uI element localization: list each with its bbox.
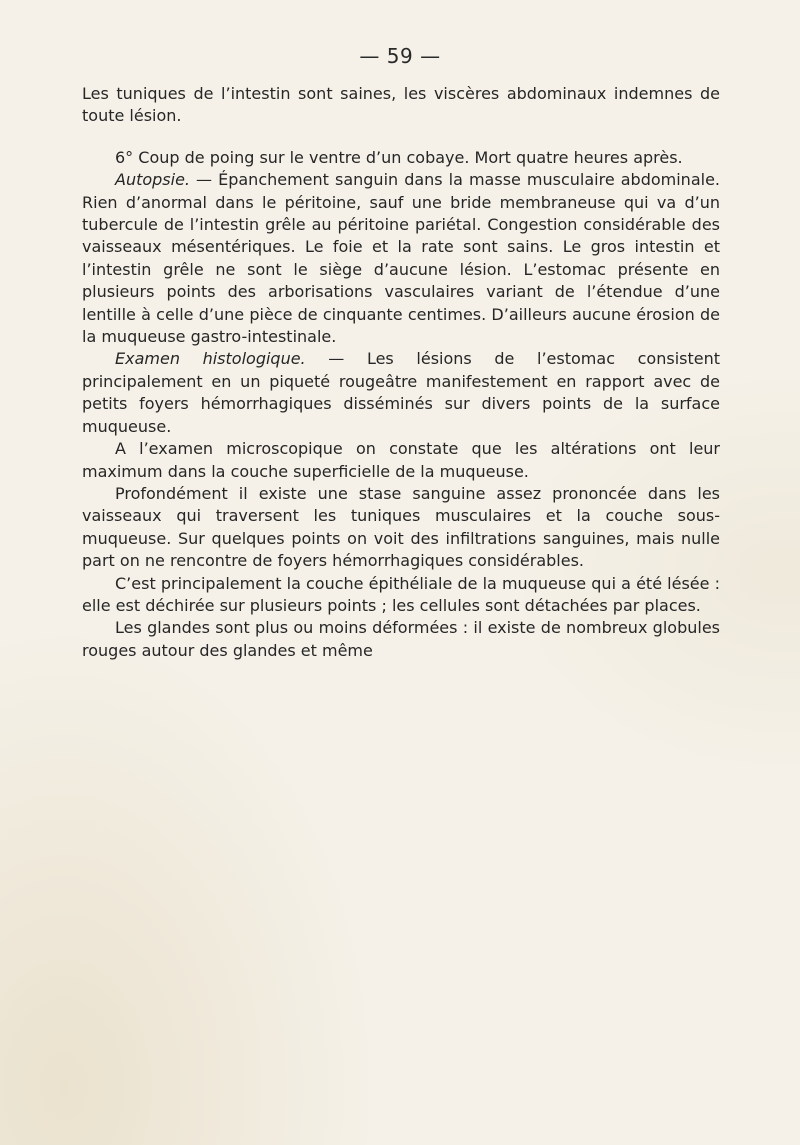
paragraph-autopsy: [82, 169, 720, 348]
autopsy-heading: Autopsie.: [115, 170, 191, 190]
autopsy-text: — Épanchement sanguin dans la masse musculaire abdominale. Rien d’anormal dans le péritoine, sauf une bride membraneuse qui va d’un tubercule de l’intestin grêle au péritoine pariétal. Congestion considérable des vaisseaux mésentériques. Le foie et la rate sont sains. Le gros intestin et l’intestin grêle ne sont le siège d’aucune lésion. L’estomac présente en plusieurs points des arborisations vasculaires variant de l’étendue d’une lentille à celle d’une pièce de cinquante centimes. D’ailleurs aucune érosion de la muqueuse gastro-intestinale.: [82, 170, 720, 347]
paragraph-epithelial: C’est principalement la couche épithéliale de la muqueuse qui a été lésée : elle est déchirée sur plusieurs points ; les cellules sont détachées par places.: [82, 573, 720, 615]
paragraph-deep-stasis: Profondément il existe une stase sanguine assez prononcée dans les vaisseaux qui traversent les tuniques musculaires et la couche sous-muqueuse. Sur quelques points on voit des infiltrations sanguines, mais nulle part on ne rencontre de foyers hémorrhagiques considérables.: [82, 483, 720, 571]
paragraph-glands: Les glandes sont plus ou moins déformées : il existe de nombreux globules rouges autour des glandes et même: [82, 618, 720, 660]
body-text: [82, 83, 720, 662]
paragraph-case-6: 6° Coup de poing sur le ventre d’un cobaye. Mort quatre heures après.: [115, 147, 683, 167]
histology-text: — Les lésions de l’estomac consistent principalement en un piqueté rougeâtre manifestement en rapport avec de petits foyers hémorrhagiques disséminés sur divers points de la surface muqueuse.: [82, 349, 721, 436]
paragraph-intestine-summary: Les tuniques de l’intestin sont saines, les viscères abdominaux indemnes de toute lésion.: [82, 84, 720, 126]
page-number: — 59 —: [359, 44, 441, 68]
paragraph-microscopic: A l’examen microscopique on constate que les altérations ont leur maximum dans la couche superficielle de la muqueuse.: [82, 439, 720, 481]
paragraph-histology: [82, 348, 720, 438]
histology-heading: Examen histologique.: [115, 349, 306, 369]
